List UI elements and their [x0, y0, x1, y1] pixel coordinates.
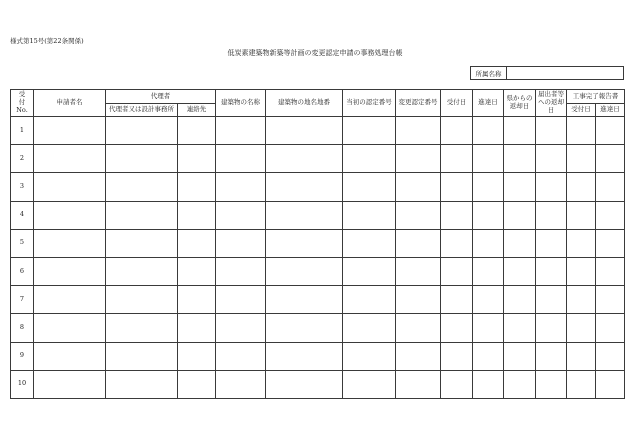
completion-receipt-date-cell — [567, 257, 596, 285]
table-row — [11, 286, 625, 314]
completion-receipt-date-cell — [567, 145, 596, 173]
header-forward-date: 進達日 — [473, 90, 504, 117]
header-agent-office: 代理者又は設計事務所 — [106, 104, 178, 117]
agent-office-cell — [106, 229, 178, 257]
receipt-no-cell: 5 — [11, 229, 34, 257]
agent-contact-cell — [178, 201, 216, 229]
agent-office-cell — [106, 257, 178, 285]
agent-contact-cell — [178, 286, 216, 314]
agent-contact-cell — [178, 117, 216, 145]
header-applicant-return-date: 届出者等 への返却 日 — [536, 90, 567, 117]
affiliation-label: 所属名称 — [471, 67, 507, 79]
building-name-cell — [216, 117, 266, 145]
prefecture-return-date-cell — [504, 117, 536, 145]
header-building-name: 建築物の名称 — [216, 90, 266, 117]
original-cert-no-cell — [343, 370, 396, 398]
building-address-cell — [266, 342, 343, 370]
building-name-cell — [216, 201, 266, 229]
change-cert-no-cell — [396, 314, 441, 342]
building-address-cell — [266, 145, 343, 173]
change-cert-no-cell — [396, 370, 441, 398]
agent-contact-cell — [178, 257, 216, 285]
completion-forward-date-cell — [596, 286, 625, 314]
building-address-cell — [266, 117, 343, 145]
form-number: 様式第15号(第22条関係) — [10, 37, 84, 45]
header-row-1 — [11, 90, 625, 104]
header-agent: 代理者 — [106, 90, 216, 104]
applicant-return-date-cell — [536, 286, 567, 314]
header-change-cert-no: 変更認定番号 — [396, 90, 441, 117]
applicant-return-date-cell — [536, 314, 567, 342]
original-cert-no-cell — [343, 286, 396, 314]
building-address-cell — [266, 370, 343, 398]
building-name-cell — [216, 314, 266, 342]
receipt-no-cell: 9 — [11, 342, 34, 370]
agent-office-cell — [106, 314, 178, 342]
agent-contact-cell — [178, 314, 216, 342]
building-address-cell — [266, 314, 343, 342]
prefecture-return-date-cell — [504, 145, 536, 173]
original-cert-no-cell — [343, 229, 396, 257]
completion-receipt-date-cell — [567, 173, 596, 201]
completion-receipt-date-cell — [567, 342, 596, 370]
forward-date-cell — [473, 173, 504, 201]
agent-contact-cell — [178, 173, 216, 201]
agent-office-cell — [106, 286, 178, 314]
receipt-no-cell: 10 — [11, 370, 34, 398]
applicant-name-cell — [34, 173, 106, 201]
header-prefecture-return-date: 県からの 返却日 — [504, 90, 536, 117]
applicant-name-cell — [34, 229, 106, 257]
applicant-name-cell — [34, 201, 106, 229]
forward-date-cell — [473, 201, 504, 229]
header-completion-receipt-date: 受付日 — [567, 104, 596, 117]
building-address-cell — [266, 229, 343, 257]
ledger-header — [11, 90, 625, 117]
receipt-no-cell: 7 — [11, 286, 34, 314]
agent-office-cell — [106, 370, 178, 398]
completion-receipt-date-cell — [567, 314, 596, 342]
applicant-name-cell — [34, 145, 106, 173]
prefecture-return-date-cell — [504, 173, 536, 201]
table-row — [11, 257, 625, 285]
applicant-name-cell — [34, 257, 106, 285]
agent-office-cell — [106, 145, 178, 173]
building-address-cell — [266, 173, 343, 201]
receipt-no-cell: 8 — [11, 314, 34, 342]
building-name-cell — [216, 145, 266, 173]
completion-forward-date-cell — [596, 229, 625, 257]
completion-forward-date-cell — [596, 342, 625, 370]
receipt-date-cell — [441, 173, 473, 201]
receipt-date-cell — [441, 201, 473, 229]
table-row — [11, 342, 625, 370]
receipt-date-cell — [441, 286, 473, 314]
completion-receipt-date-cell — [567, 286, 596, 314]
receipt-date-cell — [441, 370, 473, 398]
applicant-name-cell — [34, 286, 106, 314]
prefecture-return-date-cell — [504, 257, 536, 285]
agent-office-cell — [106, 117, 178, 145]
change-cert-no-cell — [396, 117, 441, 145]
completion-forward-date-cell — [596, 370, 625, 398]
applicant-name-cell — [34, 342, 106, 370]
receipt-date-cell — [441, 145, 473, 173]
table-row — [11, 370, 625, 398]
receipt-date-cell — [441, 117, 473, 145]
prefecture-return-date-cell — [504, 286, 536, 314]
completion-receipt-date-cell — [567, 370, 596, 398]
receipt-date-cell — [441, 257, 473, 285]
applicant-return-date-cell — [536, 342, 567, 370]
completion-forward-date-cell — [596, 201, 625, 229]
prefecture-return-date-cell — [504, 229, 536, 257]
building-name-cell — [216, 173, 266, 201]
agent-contact-cell — [178, 229, 216, 257]
agent-office-cell — [106, 201, 178, 229]
original-cert-no-cell — [343, 201, 396, 229]
prefecture-return-date-cell — [504, 201, 536, 229]
original-cert-no-cell — [343, 173, 396, 201]
header-receipt-date: 受付日 — [441, 90, 473, 117]
prefecture-return-date-cell — [504, 342, 536, 370]
completion-receipt-date-cell — [567, 201, 596, 229]
applicant-return-date-cell — [536, 201, 567, 229]
original-cert-no-cell — [343, 257, 396, 285]
page-title: 低炭素建築物新築等計画の変更認定申請の事務処理台帳 — [227, 49, 403, 57]
receipt-date-cell — [441, 342, 473, 370]
ledger-body — [11, 117, 625, 399]
prefecture-return-date-cell — [504, 314, 536, 342]
header-completion-report: 工事完了報告書 — [567, 90, 625, 104]
change-cert-no-cell — [396, 173, 441, 201]
forward-date-cell — [473, 286, 504, 314]
building-name-cell — [216, 286, 266, 314]
forward-date-cell — [473, 314, 504, 342]
header-receipt-no: 受 付 No. — [11, 90, 34, 117]
table-row — [11, 173, 625, 201]
applicant-name-cell — [34, 314, 106, 342]
header-original-cert-no: 当初の認定番号 — [343, 90, 396, 117]
completion-forward-date-cell — [596, 145, 625, 173]
change-cert-no-cell — [396, 342, 441, 370]
building-name-cell — [216, 342, 266, 370]
agent-office-cell — [106, 342, 178, 370]
forward-date-cell — [473, 229, 504, 257]
applicant-return-date-cell — [536, 173, 567, 201]
affiliation-value-field — [507, 67, 623, 79]
building-address-cell — [266, 257, 343, 285]
change-cert-no-cell — [396, 286, 441, 314]
building-address-cell — [266, 286, 343, 314]
applicant-name-cell — [34, 117, 106, 145]
affiliation-box — [470, 66, 624, 80]
forward-date-cell — [473, 117, 504, 145]
original-cert-no-cell — [343, 117, 396, 145]
applicant-return-date-cell — [536, 229, 567, 257]
completion-forward-date-cell — [596, 257, 625, 285]
receipt-no-cell: 3 — [11, 173, 34, 201]
table-row — [11, 314, 625, 342]
change-cert-no-cell — [396, 229, 441, 257]
applicant-name-cell — [34, 370, 106, 398]
applicant-return-date-cell — [536, 370, 567, 398]
completion-forward-date-cell — [596, 173, 625, 201]
building-address-cell — [266, 201, 343, 229]
prefecture-return-date-cell — [504, 370, 536, 398]
receipt-no-cell: 2 — [11, 145, 34, 173]
agent-office-cell — [106, 173, 178, 201]
header-building-address: 建築物の地名地番 — [266, 90, 343, 117]
completion-receipt-date-cell — [567, 229, 596, 257]
completion-forward-date-cell — [596, 314, 625, 342]
header-applicant-name: 申請者名 — [34, 90, 106, 117]
change-cert-no-cell — [396, 257, 441, 285]
receipt-no-cell: 6 — [11, 257, 34, 285]
table-row — [11, 117, 625, 145]
forward-date-cell — [473, 342, 504, 370]
original-cert-no-cell — [343, 145, 396, 173]
applicant-return-date-cell — [536, 257, 567, 285]
change-cert-no-cell — [396, 145, 441, 173]
receipt-no-cell: 1 — [11, 117, 34, 145]
forward-date-cell — [473, 145, 504, 173]
agent-contact-cell — [178, 342, 216, 370]
receipt-date-cell — [441, 314, 473, 342]
applicant-return-date-cell — [536, 117, 567, 145]
building-name-cell — [216, 229, 266, 257]
table-row — [11, 145, 625, 173]
completion-receipt-date-cell — [567, 117, 596, 145]
forward-date-cell — [473, 370, 504, 398]
ledger-table — [10, 89, 625, 399]
completion-forward-date-cell — [596, 117, 625, 145]
table-row — [11, 229, 625, 257]
applicant-return-date-cell — [536, 145, 567, 173]
receipt-no-cell: 4 — [11, 201, 34, 229]
header-agent-contact: 連絡先 — [178, 104, 216, 117]
agent-contact-cell — [178, 145, 216, 173]
forward-date-cell — [473, 257, 504, 285]
agent-contact-cell — [178, 370, 216, 398]
building-name-cell — [216, 370, 266, 398]
receipt-date-cell — [441, 229, 473, 257]
table-row — [11, 201, 625, 229]
building-name-cell — [216, 257, 266, 285]
change-cert-no-cell — [396, 201, 441, 229]
header-completion-forward-date: 進達日 — [596, 104, 625, 117]
original-cert-no-cell — [343, 342, 396, 370]
original-cert-no-cell — [343, 314, 396, 342]
